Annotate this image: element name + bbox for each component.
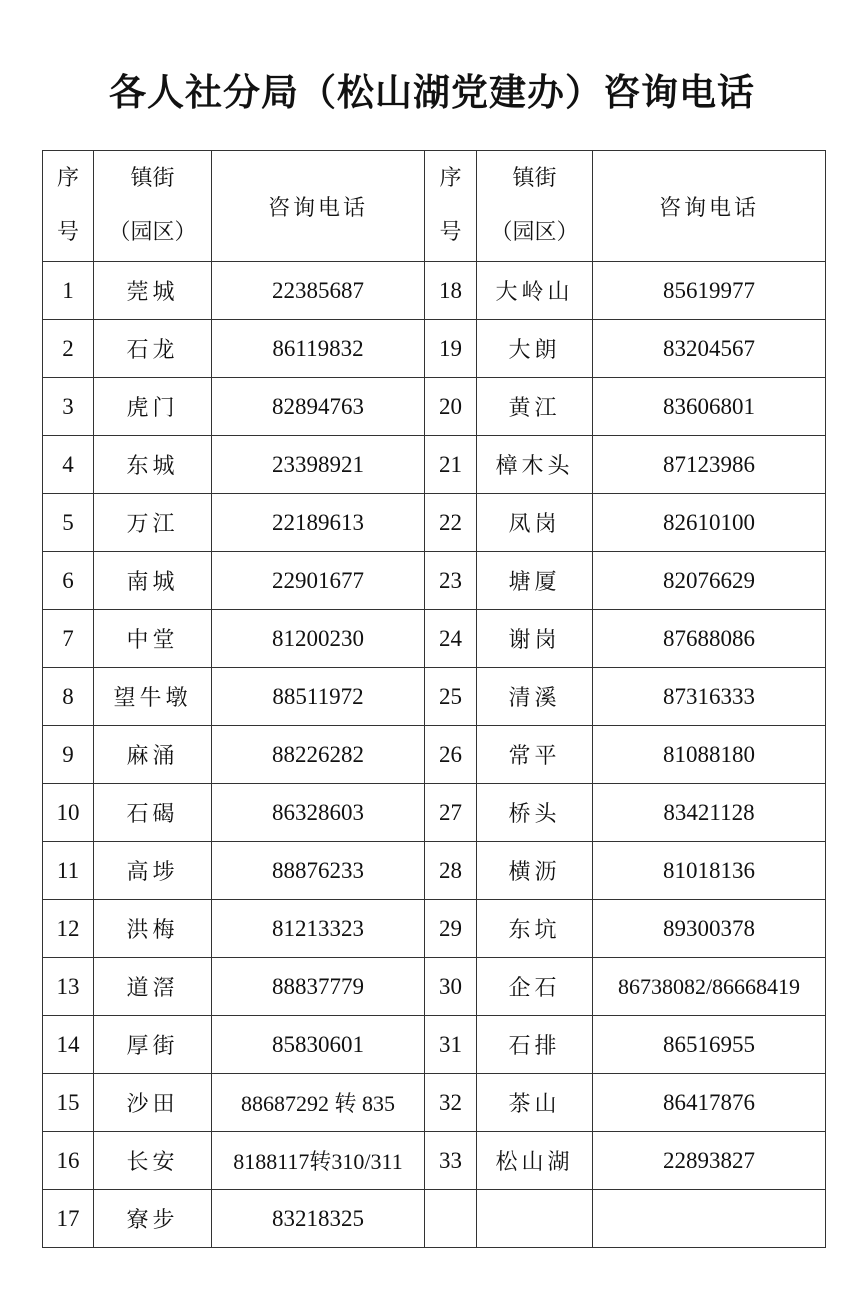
seq-cell-text: 25	[439, 683, 462, 709]
table-row	[43, 320, 826, 378]
table-row	[43, 552, 826, 610]
town-cell-text: 黄江	[508, 396, 561, 421]
town-cell	[477, 958, 593, 1016]
empty-cell	[477, 1190, 593, 1248]
town-cell	[94, 378, 212, 436]
town-cell	[477, 726, 593, 784]
town-cell-text: 寮步	[126, 1208, 179, 1233]
town-cell	[477, 1132, 593, 1190]
town-cell	[94, 900, 212, 958]
town-cell-text: 横沥	[508, 860, 561, 885]
seq-cell-text: 4	[62, 451, 74, 477]
phone-cell	[212, 552, 425, 610]
seq-cell-text: 3	[62, 393, 74, 419]
header-seq-line2: 号	[56, 220, 79, 245]
seq-cell	[43, 436, 94, 494]
seq-cell	[43, 610, 94, 668]
seq-cell	[425, 262, 477, 320]
town-cell-text: 常平	[508, 744, 561, 769]
header-town-line2: （园区）	[108, 220, 197, 245]
phone-cell	[212, 436, 425, 494]
table-row	[43, 262, 826, 320]
town-cell-text: 石碣	[126, 802, 179, 827]
town-cell-text: 清溪	[508, 686, 561, 711]
town-cell	[94, 610, 212, 668]
town-cell	[477, 378, 593, 436]
phone-cell-text: 88837779	[272, 973, 364, 999]
phone-cell-text: 81213323	[272, 915, 364, 941]
seq-cell-text: 30	[439, 973, 462, 999]
town-cell-text: 东坑	[508, 918, 561, 943]
page-title: 各人社分局（松山湖党建办）咨询电话	[109, 71, 755, 114]
seq-cell-text: 20	[439, 393, 462, 419]
phone-cell	[593, 726, 826, 784]
seq-cell	[43, 320, 94, 378]
town-cell-text: 南城	[126, 570, 179, 595]
town-cell	[94, 1190, 212, 1248]
town-cell	[477, 668, 593, 726]
phone-cell	[212, 494, 425, 552]
town-cell-text: 石排	[508, 1034, 561, 1059]
seq-cell-text: 16	[56, 1147, 80, 1173]
seq-cell	[43, 668, 94, 726]
phone-cell-text: 22385687	[272, 277, 364, 303]
town-cell-text: 洪梅	[126, 918, 179, 943]
phone-cell-text: 82610100	[663, 509, 755, 535]
town-cell-text: 茶山	[508, 1092, 561, 1117]
phone-cell	[212, 1074, 425, 1132]
phone-cell	[593, 784, 826, 842]
town-cell-text: 高埗	[126, 860, 179, 885]
phone-cell-text: 83218325	[272, 1205, 364, 1231]
phone-cell	[212, 958, 425, 1016]
phone-cell-text: 86516955	[663, 1031, 755, 1057]
phone-cell	[593, 1016, 826, 1074]
header-town-right	[477, 151, 593, 262]
seq-cell	[43, 1190, 94, 1248]
seq-cell	[425, 378, 477, 436]
table-row	[43, 1132, 826, 1190]
table-row	[43, 784, 826, 842]
seq-cell-text: 14	[56, 1031, 80, 1057]
seq-cell	[43, 900, 94, 958]
town-cell	[94, 436, 212, 494]
town-cell-text: 长安	[126, 1150, 179, 1175]
table-row	[43, 1074, 826, 1132]
town-cell	[477, 1016, 593, 1074]
phone-cell-text: 87316333	[663, 683, 755, 709]
seq-cell	[425, 436, 477, 494]
phone-cell	[212, 1016, 425, 1074]
phone-cell-text: 82076629	[663, 567, 755, 593]
town-cell	[477, 320, 593, 378]
town-cell-text: 厚街	[126, 1034, 179, 1059]
seq-cell-text: 29	[439, 915, 462, 941]
phone-cell-text: 88687292 转 835	[240, 1091, 395, 1116]
seq-cell	[425, 320, 477, 378]
seq-cell	[425, 1074, 477, 1132]
seq-cell	[425, 842, 477, 900]
seq-cell	[425, 900, 477, 958]
table-row	[43, 958, 826, 1016]
seq-cell	[43, 552, 94, 610]
town-cell	[477, 610, 593, 668]
seq-cell-text: 24	[439, 625, 462, 651]
town-cell	[477, 900, 593, 958]
seq-cell-text: 32	[439, 1089, 462, 1115]
seq-cell	[425, 552, 477, 610]
town-cell-text: 望牛墩	[113, 686, 192, 711]
table-row	[43, 668, 826, 726]
town-cell	[477, 552, 593, 610]
seq-cell-text: 7	[62, 625, 74, 651]
seq-cell	[43, 784, 94, 842]
table-row	[43, 436, 826, 494]
seq-cell-text: 27	[439, 799, 462, 825]
seq-cell	[43, 378, 94, 436]
seq-cell-text: 1	[62, 277, 74, 303]
seq-cell-text: 18	[439, 277, 462, 303]
contact-table	[42, 150, 826, 1248]
phone-cell	[593, 668, 826, 726]
header-town-left	[94, 151, 212, 262]
town-cell-text: 企石	[508, 976, 561, 1001]
phone-cell-text: 23398921	[272, 451, 364, 477]
seq-cell-text: 5	[62, 509, 74, 535]
town-cell-text: 莞城	[126, 280, 179, 305]
town-cell	[94, 1074, 212, 1132]
phone-cell	[212, 378, 425, 436]
town-cell-text: 东城	[126, 454, 179, 479]
seq-cell-text: 11	[56, 857, 80, 883]
header-seq-line1: 序	[56, 166, 79, 191]
seq-cell-text: 12	[56, 915, 80, 941]
header-seq-line2: 号	[439, 220, 462, 245]
empty-cell	[593, 1190, 826, 1248]
phone-cell	[593, 958, 826, 1016]
seq-cell	[43, 1074, 94, 1132]
table-row	[43, 378, 826, 436]
town-cell	[477, 784, 593, 842]
table-row	[43, 726, 826, 784]
phone-cell-text: 81088180	[663, 741, 755, 767]
phone-cell	[593, 436, 826, 494]
phone-cell	[212, 842, 425, 900]
phone-cell-text: 22893827	[663, 1147, 755, 1173]
empty-cell	[425, 1190, 477, 1248]
seq-cell-text: 13	[56, 973, 80, 999]
town-cell-text: 万江	[126, 512, 179, 537]
phone-cell-text: 81018136	[663, 857, 755, 883]
phone-cell-text: 85619977	[663, 277, 755, 303]
town-cell	[94, 958, 212, 1016]
seq-cell-text: 28	[439, 857, 462, 883]
seq-cell-text: 22	[439, 509, 462, 535]
phone-cell	[593, 1132, 826, 1190]
seq-cell	[425, 784, 477, 842]
town-cell	[477, 1074, 593, 1132]
phone-cell-text: 87123986	[663, 451, 755, 477]
town-cell-text: 大朗	[508, 338, 561, 363]
table-row	[43, 610, 826, 668]
phone-cell-text: 82894763	[272, 393, 364, 419]
header-seq-left	[43, 151, 94, 262]
phone-cell-text: 86119832	[272, 335, 364, 361]
header-phone-left	[212, 151, 425, 262]
town-cell	[94, 726, 212, 784]
seq-cell	[425, 726, 477, 784]
phone-cell	[593, 320, 826, 378]
phone-cell-text: 22901677	[272, 567, 364, 593]
phone-cell	[212, 784, 425, 842]
town-cell-text: 大岭山	[495, 280, 574, 305]
phone-cell-text: 8188117转310/311	[233, 1149, 403, 1174]
table-row	[43, 842, 826, 900]
seq-cell	[43, 726, 94, 784]
seq-cell	[425, 1016, 477, 1074]
seq-cell-text: 10	[56, 799, 80, 825]
town-cell-text: 塘厦	[508, 570, 561, 595]
town-cell-text: 石龙	[126, 338, 179, 363]
town-cell-text: 沙田	[126, 1092, 179, 1117]
seq-cell-text: 9	[62, 741, 74, 767]
phone-cell	[212, 668, 425, 726]
town-cell	[94, 1132, 212, 1190]
seq-cell	[425, 494, 477, 552]
town-cell-text: 道滘	[126, 976, 179, 1001]
phone-cell	[212, 610, 425, 668]
phone-cell-text: 87688086	[663, 625, 755, 651]
phone-cell	[593, 900, 826, 958]
seq-cell	[43, 494, 94, 552]
seq-cell-text: 17	[56, 1205, 80, 1231]
town-cell	[94, 1016, 212, 1074]
seq-cell	[43, 1016, 94, 1074]
seq-cell-text: 31	[439, 1031, 462, 1057]
town-cell	[94, 494, 212, 552]
header-seq-line1: 序	[439, 166, 462, 191]
phone-cell-text: 86417876	[663, 1089, 755, 1115]
seq-cell-text: 19	[439, 335, 462, 361]
phone-cell	[593, 842, 826, 900]
phone-cell	[212, 726, 425, 784]
header-phone-label: 咨询电话	[658, 195, 759, 221]
table-row	[43, 1190, 826, 1248]
phone-cell	[212, 1190, 425, 1248]
seq-cell	[43, 262, 94, 320]
phone-cell	[593, 610, 826, 668]
town-cell	[94, 320, 212, 378]
header-seq-right	[425, 151, 477, 262]
phone-cell-text: 86738082/86668419	[617, 973, 801, 999]
phone-cell-text: 88876233	[272, 857, 364, 883]
seq-cell-text: 26	[439, 741, 462, 767]
phone-cell	[593, 552, 826, 610]
town-cell-text: 凤岗	[508, 512, 561, 537]
table-row	[43, 494, 826, 552]
town-cell-text: 中堂	[126, 628, 179, 653]
town-cell	[477, 494, 593, 552]
phone-cell-text: 83606801	[663, 393, 755, 419]
seq-cell	[425, 958, 477, 1016]
seq-cell-text: 8	[62, 683, 74, 709]
town-cell-text: 麻涌	[126, 744, 179, 769]
seq-cell-text: 23	[439, 567, 462, 593]
seq-cell-text: 33	[439, 1147, 462, 1173]
town-cell	[94, 262, 212, 320]
phone-cell-text: 81200230	[272, 625, 364, 651]
header-town-line1: 镇街	[512, 166, 557, 191]
seq-cell	[425, 668, 477, 726]
town-cell	[94, 552, 212, 610]
seq-cell-text: 21	[439, 451, 462, 477]
table-row	[43, 900, 826, 958]
header-town-line1: 镇街	[130, 166, 175, 191]
phone-cell	[212, 1132, 425, 1190]
seq-cell	[43, 958, 94, 1016]
town-cell-text: 松山湖	[495, 1150, 574, 1175]
seq-cell	[425, 610, 477, 668]
phone-cell	[212, 262, 425, 320]
phone-cell	[212, 900, 425, 958]
header-phone-label: 咨询电话	[267, 195, 368, 221]
town-cell-text: 樟木头	[495, 454, 574, 479]
phone-cell	[593, 1074, 826, 1132]
table-row	[43, 1016, 826, 1074]
table-header-row	[43, 151, 826, 262]
phone-cell-text: 89300378	[663, 915, 755, 941]
town-cell-text: 虎门	[126, 396, 179, 421]
phone-cell	[593, 378, 826, 436]
town-cell-text: 桥头	[508, 802, 561, 827]
phone-cell-text: 88511972	[272, 683, 364, 709]
town-cell	[477, 436, 593, 494]
phone-cell	[593, 262, 826, 320]
town-cell	[94, 668, 212, 726]
phone-cell-text: 83421128	[663, 799, 755, 825]
seq-cell-text: 15	[56, 1089, 80, 1115]
seq-cell	[43, 842, 94, 900]
seq-cell	[425, 1132, 477, 1190]
phone-cell-text: 86328603	[272, 799, 364, 825]
phone-cell-text: 85830601	[272, 1031, 364, 1057]
phone-cell-text: 88226282	[272, 741, 364, 767]
header-town-line2: （园区）	[490, 220, 579, 245]
phone-cell	[212, 320, 425, 378]
phone-cell-text: 22189613	[272, 509, 364, 535]
seq-cell-text: 2	[62, 335, 74, 361]
header-phone-right	[593, 151, 826, 262]
town-cell	[477, 842, 593, 900]
town-cell	[477, 262, 593, 320]
town-cell-text: 谢岗	[508, 628, 561, 653]
seq-cell	[43, 1132, 94, 1190]
seq-cell-text: 6	[62, 567, 74, 593]
phone-cell	[593, 494, 826, 552]
phone-cell-text: 83204567	[663, 335, 755, 361]
town-cell	[94, 784, 212, 842]
town-cell	[94, 842, 212, 900]
